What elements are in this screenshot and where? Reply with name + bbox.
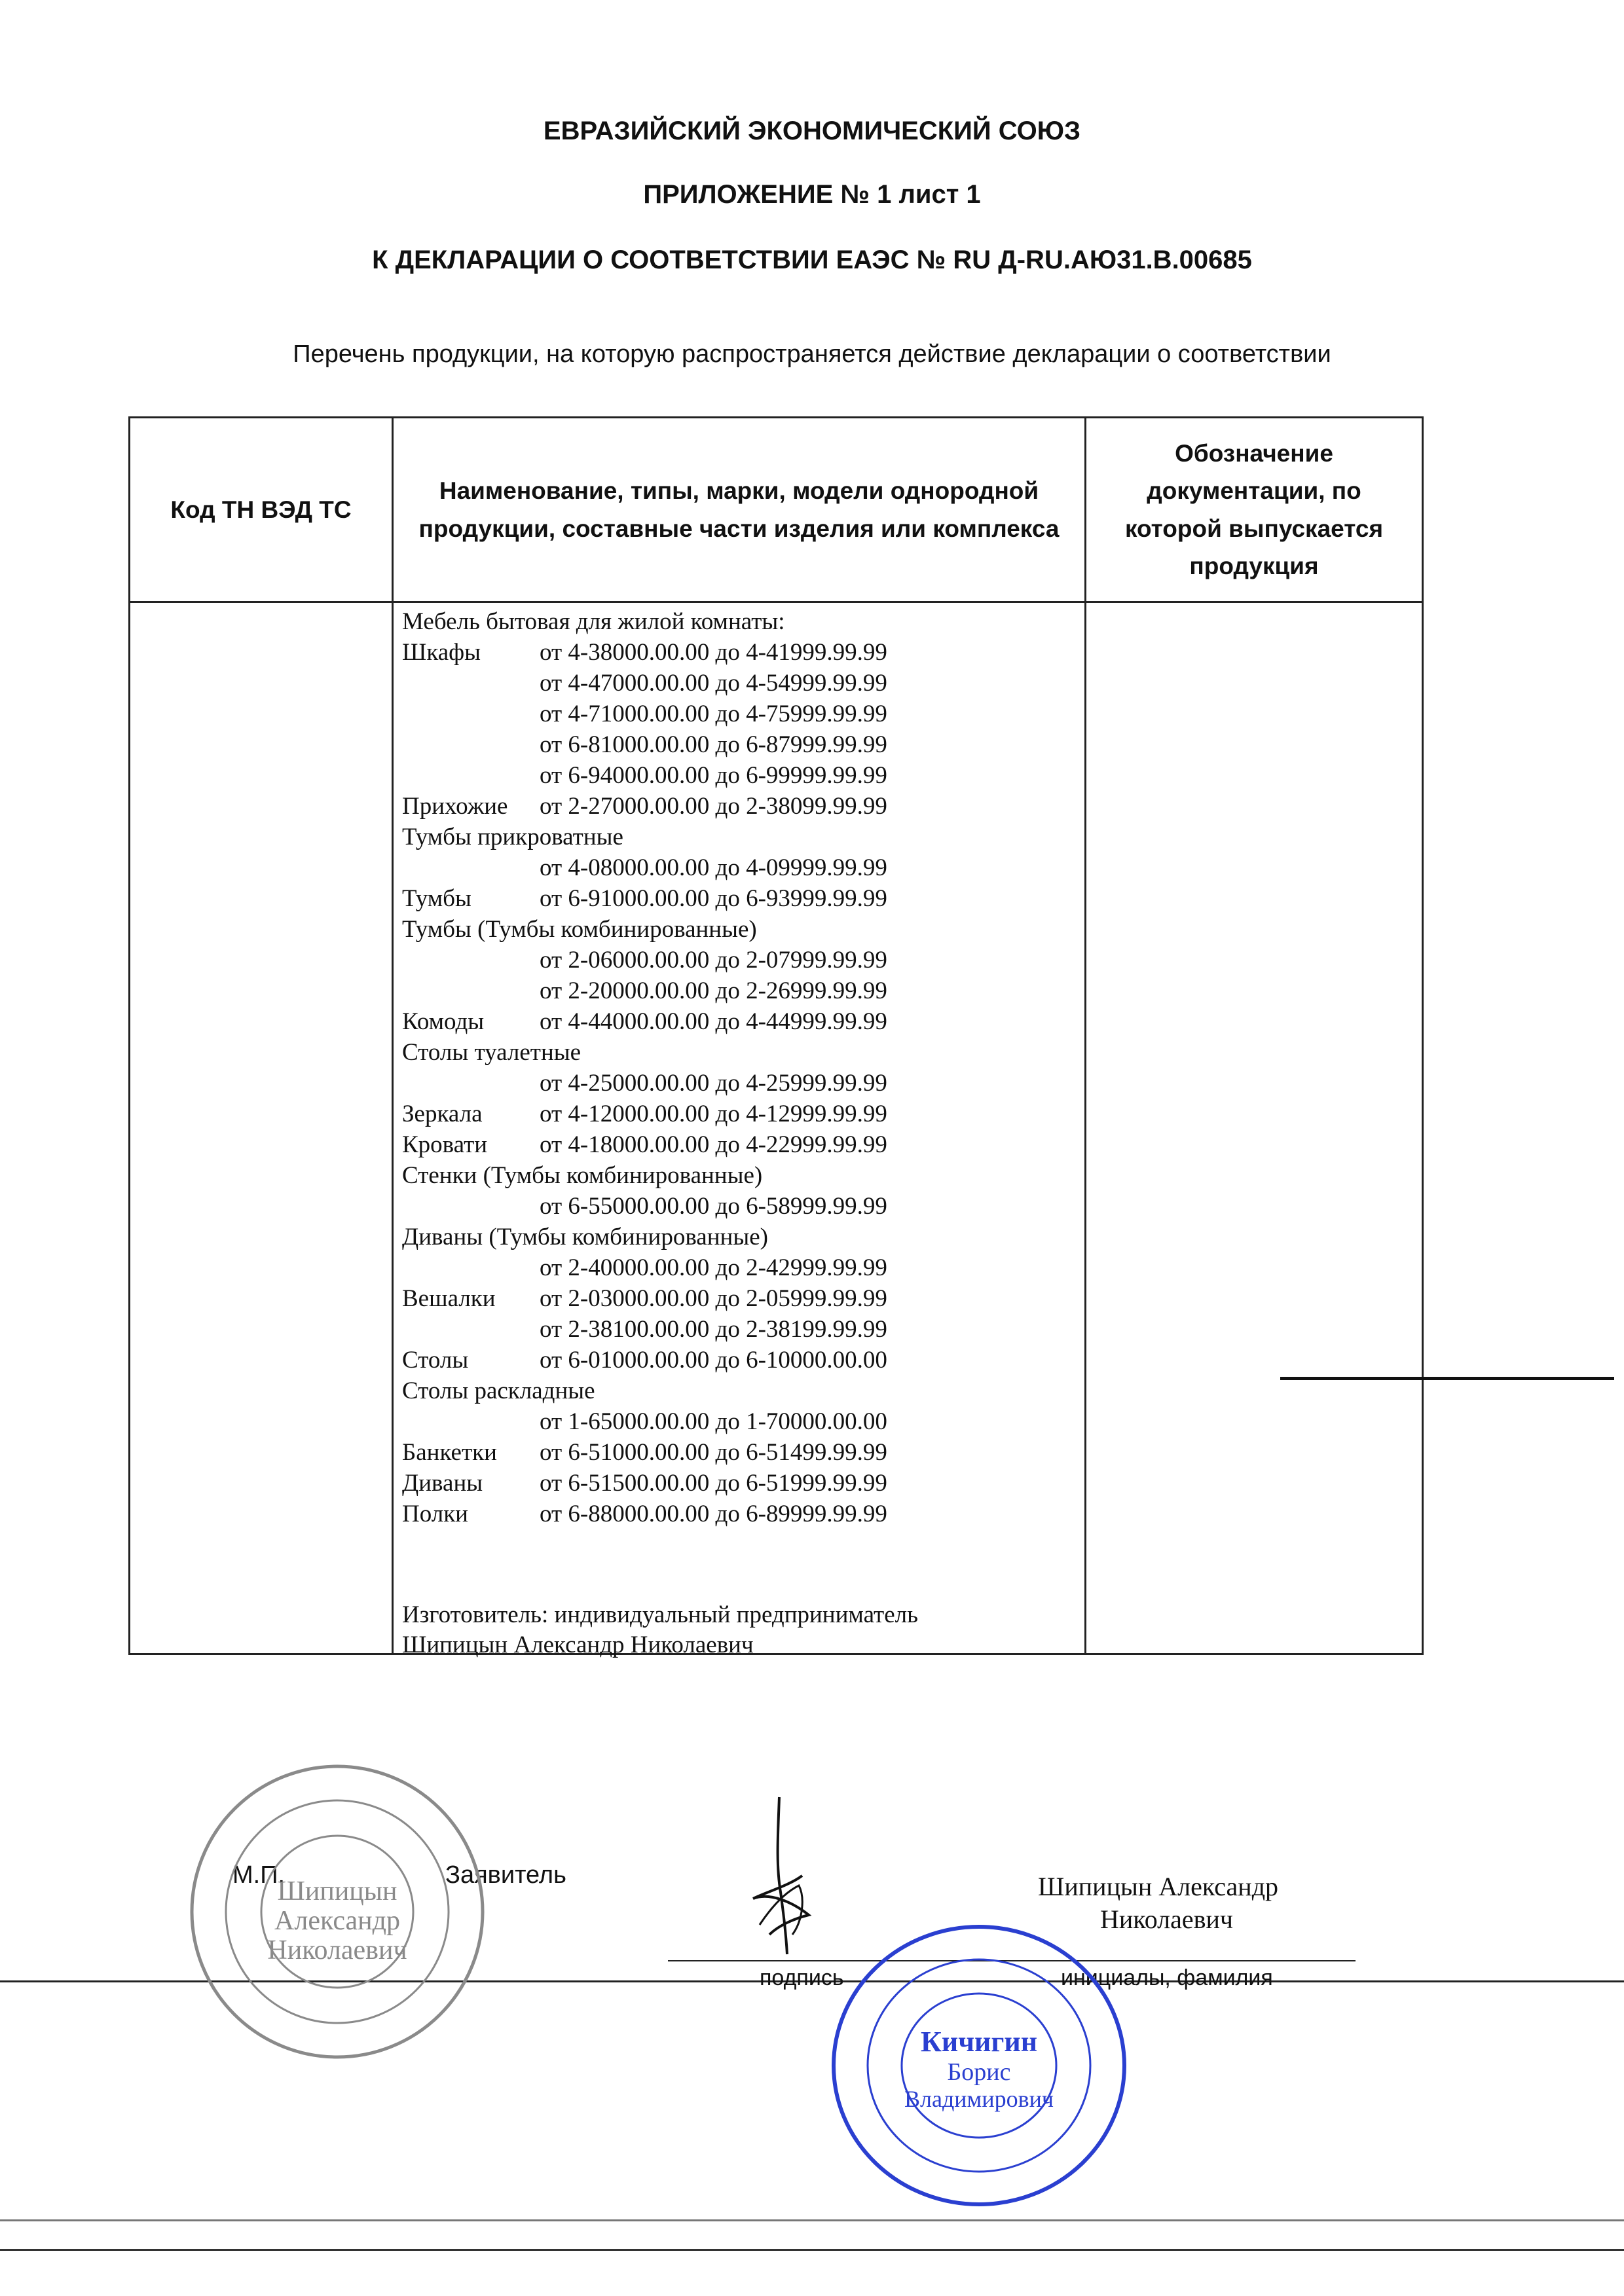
stamp1-name-line: Шипицын bbox=[277, 1876, 397, 1906]
applicant-label: Заявитель bbox=[445, 1861, 566, 1889]
product-row-range: от 2-40000.00.00 до 2-42999.99.99 bbox=[540, 1254, 887, 1281]
stamp1-name-line: Николаевич bbox=[267, 1935, 407, 1965]
product-row-range: от 6-51500.00.00 до 6-51999.99.99 bbox=[540, 1470, 887, 1497]
applicant-name-line-1: Шипицын Александр bbox=[1038, 1872, 1279, 1901]
signature-caption: подпись bbox=[760, 1965, 844, 1990]
product-row-label: Вешалки bbox=[402, 1285, 496, 1312]
name-caption: инициалы, фамилия bbox=[1061, 1965, 1273, 1990]
product-row-label: Комоды bbox=[402, 1008, 485, 1035]
scan-mark bbox=[1280, 1377, 1614, 1380]
stamp2-name-line: Борис bbox=[947, 2058, 1011, 2086]
product-row-range: от 4-18000.00.00 до 4-22999.99.99 bbox=[540, 1131, 887, 1158]
product-row-range: от 1-65000.00.00 до 1-70000.00.00 bbox=[540, 1408, 887, 1435]
product-row-range: от 4-71000.00.00 до 4-75999.99.99 bbox=[540, 701, 887, 727]
manufacturer-note bbox=[402, 1600, 918, 1660]
product-row-label: Диваны bbox=[402, 1470, 483, 1497]
product-row-range: от 4-08000.00.00 до 4-09999.99.99 bbox=[540, 854, 887, 881]
product-row-range: от 2-20000.00.00 до 2-26999.99.99 bbox=[540, 977, 887, 1004]
product-row-range: от 6-51000.00.00 до 6-51499.99.99 bbox=[540, 1439, 887, 1466]
product-row-range: от 2-06000.00.00 до 2-07999.99.99 bbox=[540, 947, 887, 974]
product-row-label: Прихожие bbox=[402, 793, 508, 820]
handwritten-signature bbox=[740, 1794, 825, 1958]
product-row-label: Диваны (Тумбы комбинированные) bbox=[402, 1224, 768, 1250]
stamp2-name-line: Кичигин bbox=[920, 2026, 1038, 2058]
scan-line bbox=[0, 2219, 1624, 2221]
seal-stamp-yalta bbox=[828, 1922, 1130, 2210]
manufacturer-line-2: Шипицын Александр Николаевич bbox=[402, 1631, 754, 1658]
product-row-label: Столы bbox=[402, 1347, 469, 1374]
product-table bbox=[128, 416, 1424, 1658]
product-list-intro: Перечень продукции, на которую распространяется действие декларации о соответствии bbox=[293, 340, 1331, 368]
product-row-label: Тумбы прикроватные bbox=[402, 824, 623, 850]
product-row-range: от 6-81000.00.00 до 6-87999.99.99 bbox=[540, 731, 887, 758]
product-row-range: от 6-88000.00.00 до 6-89999.99.99 bbox=[540, 1501, 887, 1527]
col-product-name-header: Наименование, типы, марки, модели однородной продукции, составные части изделия или комплекса bbox=[418, 477, 1060, 542]
header-divider bbox=[128, 601, 1424, 603]
product-row-label: Тумбы (Тумбы комбинированные) bbox=[402, 916, 757, 943]
product-row-range: от 4-38000.00.00 до 4-41999.99.99 bbox=[540, 639, 887, 666]
stamp2-name-line: Владимирович bbox=[904, 2086, 1054, 2112]
product-row-label: Столы туалетные bbox=[402, 1039, 581, 1066]
product-row-range: от 2-38100.00.00 до 2-38199.99.99 bbox=[540, 1316, 887, 1343]
product-row-label: Тумбы bbox=[402, 885, 471, 912]
product-row-range: от 6-55000.00.00 до 6-58999.99.99 bbox=[540, 1193, 887, 1220]
product-row-label: Полки bbox=[402, 1501, 468, 1527]
col-hs-code-header: Код ТН ВЭД ТС bbox=[170, 496, 352, 523]
declaration-title: К ДЕКЛАРАЦИИ О СООТВЕТСТВИИ ЕАЭС № RU Д-RU.АЮ31.В.00685 bbox=[372, 246, 1252, 274]
appendix-title: ПРИЛОЖЕНИЕ № 1 лист 1 bbox=[643, 180, 981, 209]
manufacturer-line-1: Изготовитель: индивидуальный предприниматель bbox=[402, 1601, 918, 1628]
product-row-range: от 6-91000.00.00 до 6-93999.99.99 bbox=[540, 885, 887, 912]
stamp1-name-line: Александр bbox=[274, 1906, 400, 1936]
product-row-range: от 2-03000.00.00 до 2-05999.99.99 bbox=[540, 1285, 887, 1312]
product-row-label: Банкетки bbox=[402, 1439, 497, 1466]
product-row-range: от 4-12000.00.00 до 4-12999.99.99 bbox=[540, 1101, 887, 1127]
product-row-label: Кровати bbox=[402, 1131, 488, 1158]
product-row-label: Стенки (Тумбы комбинированные) bbox=[402, 1162, 763, 1189]
mp-label: М.П. bbox=[232, 1861, 286, 1889]
product-group-title-text: Мебель бытовая для жилой комнаты: bbox=[402, 608, 785, 635]
scan-line bbox=[0, 2249, 1624, 2251]
seal-stamp-chelyabinsk bbox=[187, 1761, 488, 2062]
product-row-label: Шкафы bbox=[402, 639, 481, 666]
product-row-label: Зеркала bbox=[402, 1101, 483, 1127]
product-row-range: от 6-94000.00.00 до 6-99999.99.99 bbox=[540, 762, 887, 789]
product-row-range: от 6-01000.00.00 до 6-10000.00.00 bbox=[540, 1347, 887, 1374]
col-documentation-header: Обозначение документации, по которой выпускается продукция bbox=[1124, 439, 1384, 579]
product-row-range: от 2-27000.00.00 до 2-38099.99.99 bbox=[540, 793, 887, 820]
product-row-range: от 4-44000.00.00 до 4-44999.99.99 bbox=[540, 1008, 887, 1035]
product-row-range: от 4-25000.00.00 до 4-25999.99.99 bbox=[540, 1070, 887, 1097]
product-row-range: от 4-47000.00.00 до 4-54999.99.99 bbox=[540, 670, 887, 697]
applicant-name-line-2: Николаевич bbox=[1100, 1904, 1234, 1934]
product-row-label: Столы раскладные bbox=[402, 1377, 595, 1404]
union-title: ЕВРАЗИЙСКИЙ ЭКОНОМИЧЕСКИЙ СОЮЗ bbox=[543, 117, 1081, 145]
